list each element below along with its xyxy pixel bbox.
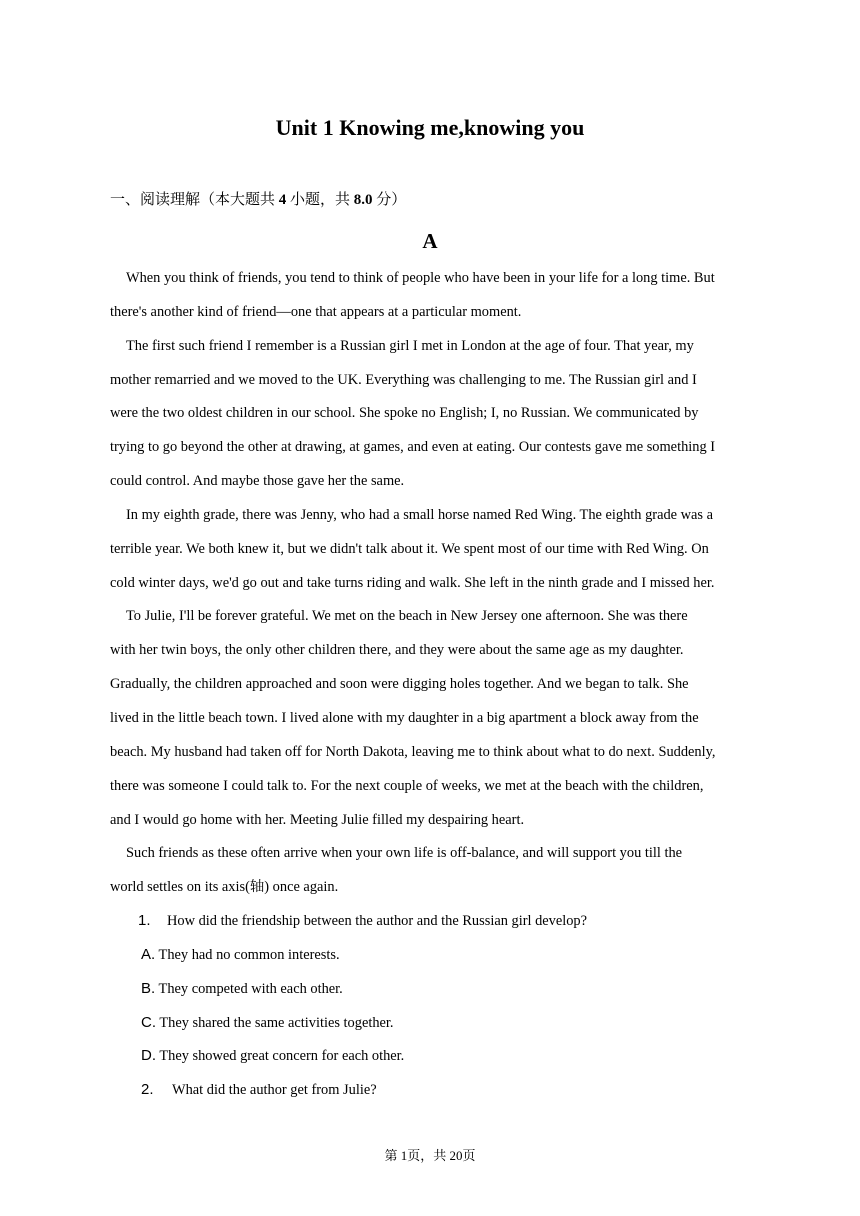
question-text: How did the friendship between the author and the Russian girl develop? (167, 913, 588, 929)
passage-label: A (422, 229, 438, 253)
section-heading-prefix: 一、阅读理解（本大题共 (110, 192, 279, 208)
page-footer: 第 1页，共 20页 (384, 1148, 476, 1163)
passage-line: there was someone I could talk to. For the next couple of weeks, we met at the beach with the children, (110, 777, 704, 794)
total-score: 8.0 (353, 192, 373, 208)
passage-line: with her twin boys, the only other children there, and they were about the same age as my daughter. (110, 642, 684, 659)
option-text: They shared the same activities together. (159, 1015, 394, 1031)
question-number: 2. (141, 1081, 154, 1098)
passage-line: In my eighth grade, there was Jenny, who had a small horse named Red Wing. The eighth grade was a (126, 506, 714, 523)
passage-line: cold winter days, we'd go out and take turns riding and walk. She left in the ninth grade and I missed her. (110, 574, 715, 591)
question-number: 1. (138, 912, 151, 929)
question-count: 4 (278, 192, 287, 208)
passage-line: lived in the little beach town. I lived alone with my daughter in a big apartment a block away from the (110, 709, 699, 726)
question-text: What did the author get from Julie? (172, 1082, 377, 1098)
passage-line: terrible year. We both knew it, but we didn't talk about it. We spent most of our time with Red Wing. On (110, 540, 709, 557)
option-d[interactable] (141, 1045, 404, 1067)
passage-line: The first such friend I remember is a Russian girl I met in London at the age of four. That year, my (126, 337, 694, 354)
passage-line: trying to go beyond the other at drawing, at games, and even at eating. Our contests gave me something I (110, 439, 716, 456)
passage-line: mother remarried and we moved to the UK. Everything was challenging to me. The Russian girl and I (110, 371, 697, 388)
section-heading-middle: 小题，共 (286, 192, 354, 208)
option-letter: A. (141, 946, 156, 963)
passage-line: Such friends as these often arrive when your own life is off-balance, and will support you till the (126, 845, 683, 862)
passage-body (110, 262, 756, 905)
passage-line: beach. My husband had taken off for North Dakota, leaving me to think about what to do next. Suddenly, (110, 743, 716, 760)
option-a[interactable] (141, 944, 340, 966)
option-letter: B. (141, 980, 156, 997)
section-heading-suffix: 分） (372, 192, 407, 208)
passage-line: world settles on its axis(轴) once again. (110, 879, 339, 896)
question-2 (141, 1079, 377, 1101)
passage-line: Gradually, the children approached and soon were digging holes together. And we began to talk. She (110, 676, 689, 693)
passage-line: When you think of friends, you tend to think of people who have been in your life for a long time. But (126, 270, 715, 286)
document-title: Unit 1 Knowing me,knowing you (275, 115, 585, 140)
option-text: They showed great concern for each other. (159, 1048, 405, 1064)
option-text: They had no common interests. (158, 947, 340, 963)
option-c[interactable] (141, 1012, 394, 1034)
option-letter: C. (141, 1014, 156, 1031)
question-1 (138, 910, 587, 932)
passage-line: To Julie, I'll be forever grateful. We met on the beach in New Jersey one afternoon. She was there (126, 608, 688, 625)
option-b[interactable] (141, 978, 343, 1000)
section-heading (110, 190, 406, 210)
option-text: They competed with each other. (158, 981, 343, 997)
passage-line: were the two oldest children in our school. She spoke no English; I, no Russian. We communicated by (110, 405, 699, 422)
passage-line: there's another kind of friend—one that appears at a particular moment. (110, 303, 522, 320)
passage-line: and I would go home with her. Meeting Julie filled my despairing heart. (110, 811, 525, 828)
option-letter: D. (141, 1047, 156, 1064)
passage-line: could control. And maybe those gave her the same. (110, 473, 405, 490)
